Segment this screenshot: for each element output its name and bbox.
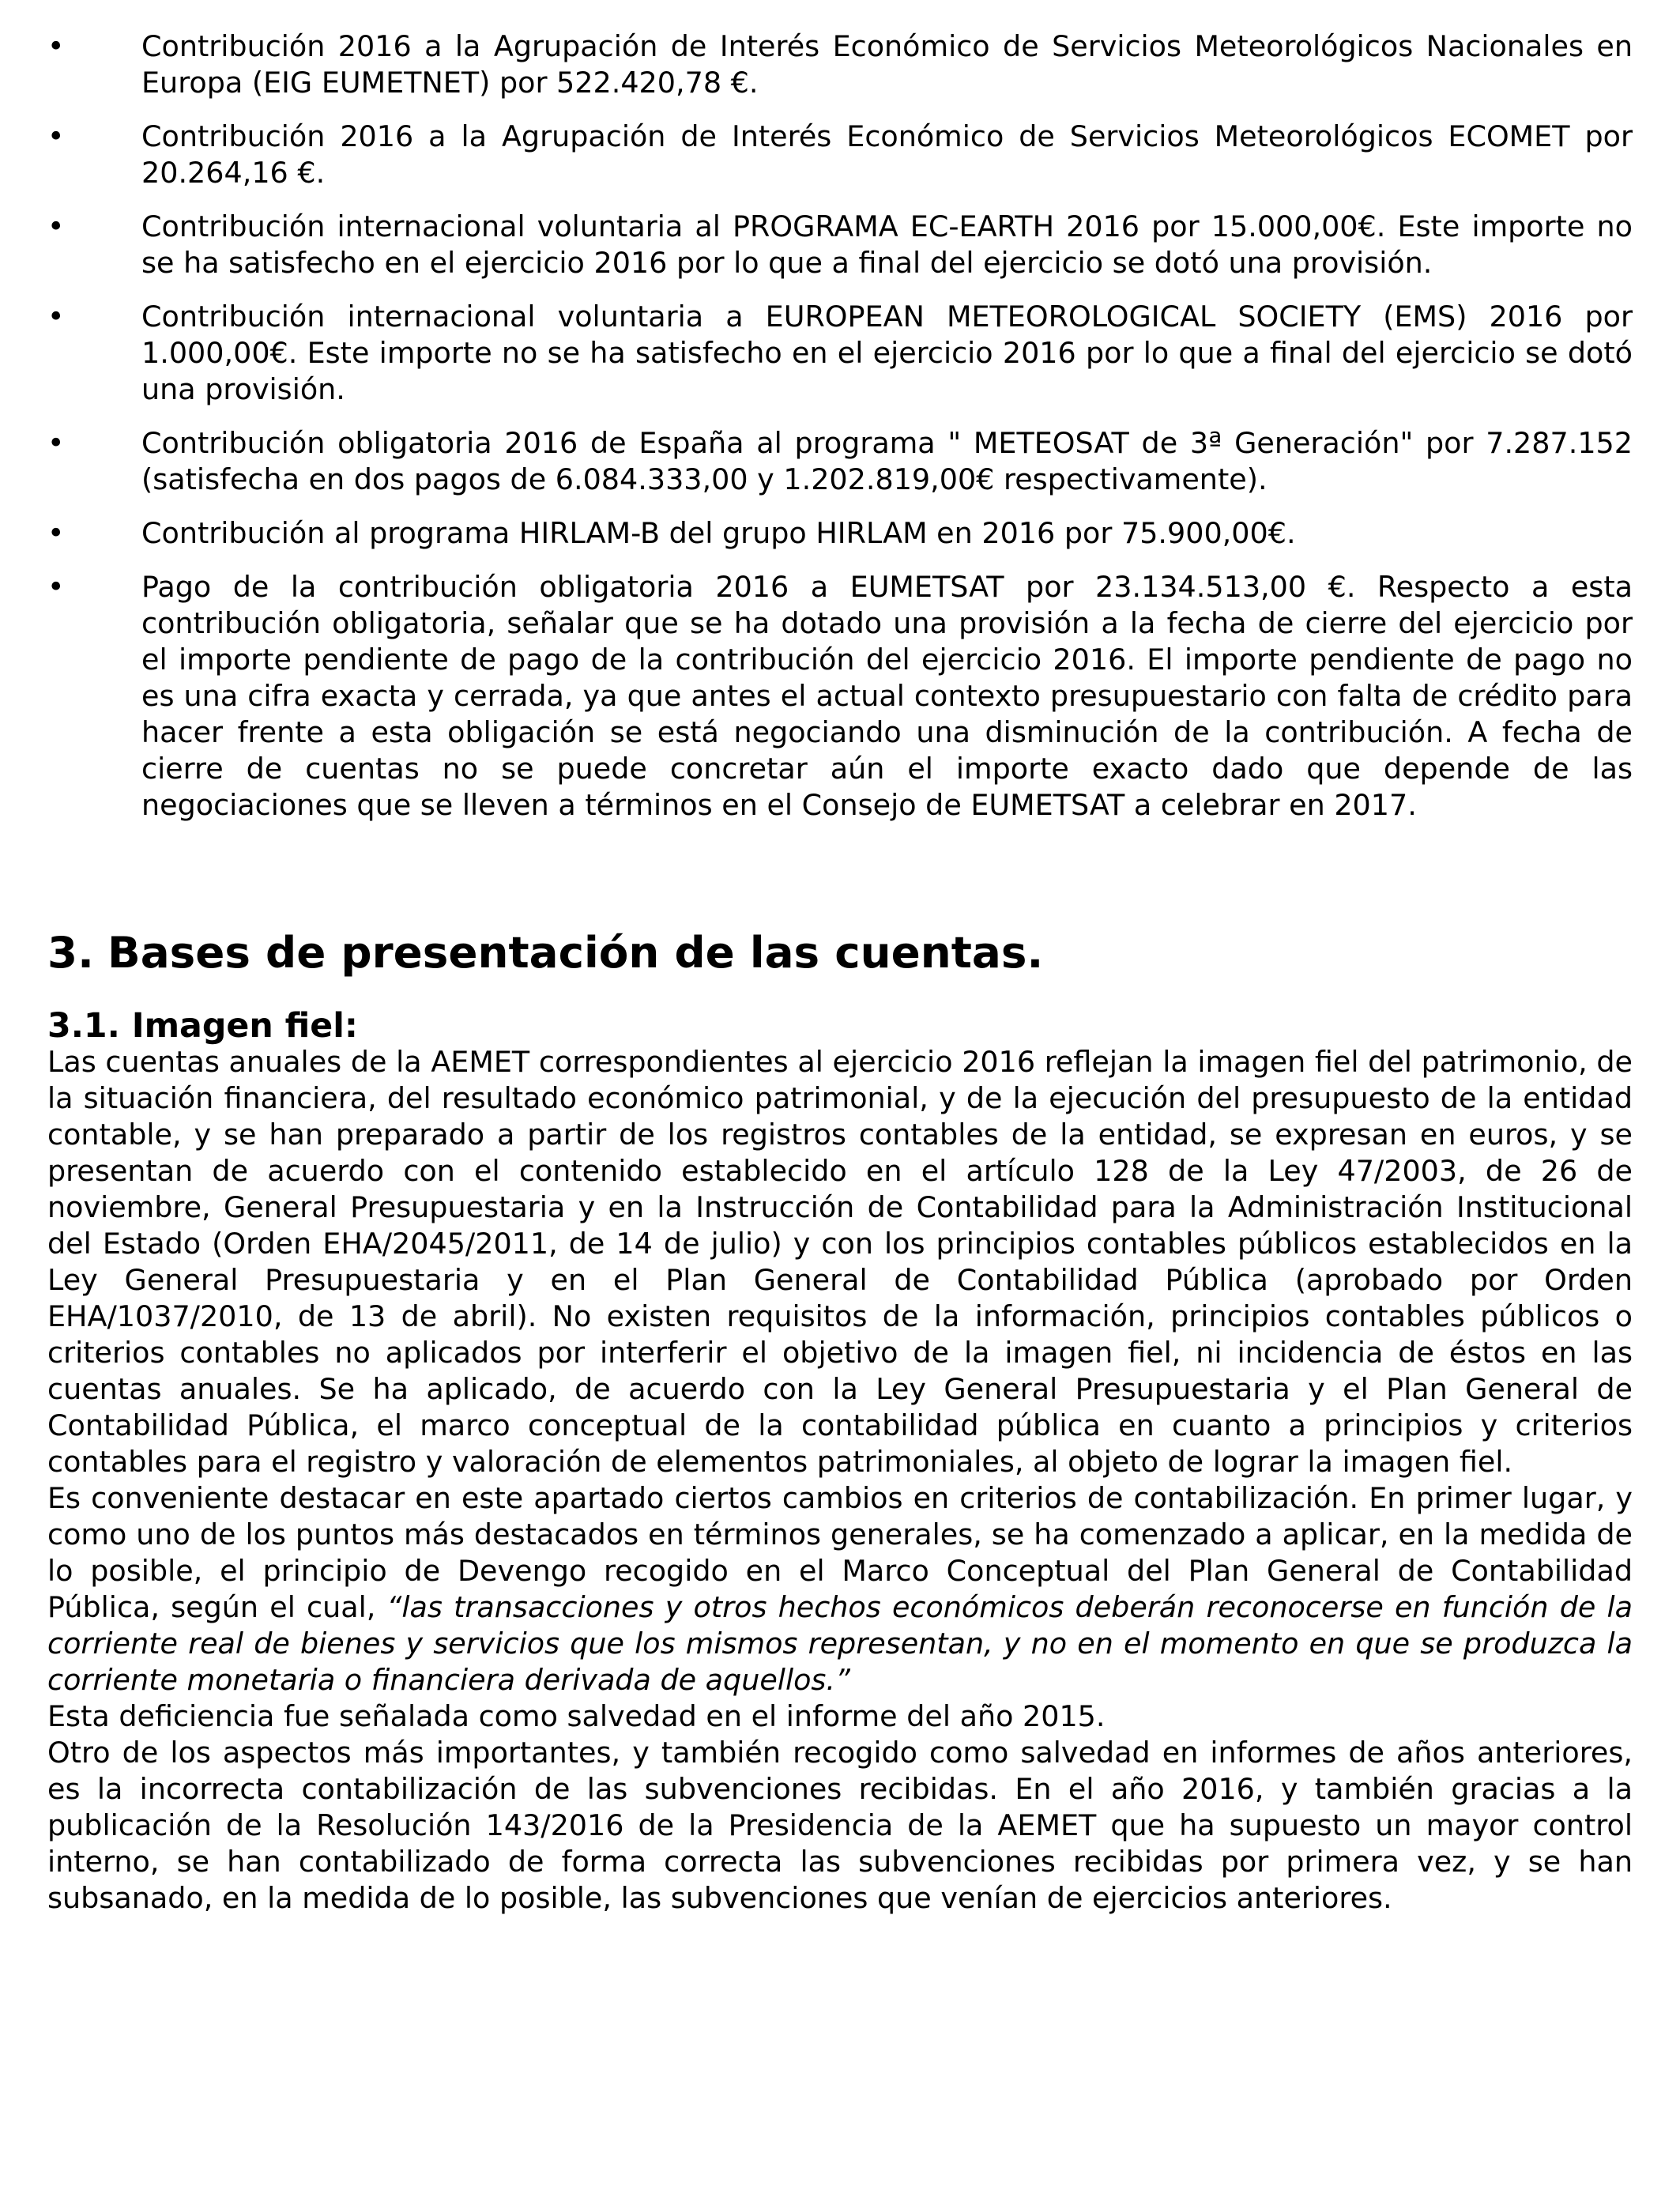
list-item [47, 28, 1633, 101]
devengo-quote: “las transacciones y otros hechos económicos deberán reconocerse en función de la corriente real de bienes y servicios que los mismos representan, y no en el momento en que se produzca la corriente monetaria o financiera derivada de aquellos.” [47, 1590, 1633, 1697]
paragraph-subvenciones: Otro de los aspectos más importantes, y también recogido como salvedad en informes de años anteriores, es la incorrecta contabilización de las subvenciones recibidas. En el año 2016, y también gracias a la publicación de la Resolución 143/2016 de la Presidencia de la AEMET que ha supuesto un mayor control interno, se han contabilizado de forma correcta las subvenciones recibidas por primera vez, y se han subsanado, en la medida de lo posible, las subvenciones que venían de ejercicios anteriores. [47, 1736, 1633, 1915]
bullet-icon: • [47, 426, 65, 460]
list-item-text: Contribución obligatoria 2016 de España al programa " METEOSAT de 3ª Generación" por 7.287.152 (satisfecha en dos pagos de 6.084.333,00 y 1.202.819,00€ respectivamente). [141, 426, 1633, 496]
list-item-text: Pago de la contribución obligatoria 2016 a EUMETSAT por 23.134.513,00 €. Respecto a esta contribución obligatoria, señalar que se ha dotado una provisión a la fecha de cierre del ejercicio por el importe pendiente de pago de la contribución del ejercicio 2016. El importe pendiente de pago no es una cifra exacta y cerrada, ya que antes el actual contexto presupuestario con falta de crédito para hacer frente a esta obligación se está negociando una disminución de la contribución. A fecha de cierre de cuentas no se puede concretar aún el importe exacto dado que depende de las negociaciones que se lleven a términos en el Consejo de EUMETSAT a celebrar en 2017. [141, 570, 1633, 822]
list-item [47, 569, 1633, 824]
section-3-title: Bases de presentación de las cuentas. [107, 927, 1044, 978]
paragraph-salvedad: Esta deficiencia fue señalada como salvedad en el informe del año 2015. [47, 1699, 1106, 1733]
section-3-1-heading: 3.1. Imagen fiel: [47, 1006, 358, 1046]
document-page [47, 28, 1633, 1917]
bullet-icon: • [47, 29, 65, 63]
list-item [47, 425, 1633, 498]
list-item [47, 209, 1633, 281]
bullet-icon: • [47, 300, 65, 334]
paragraph-criterios-lead: Es conveniente destacar en este apartado ciertos cambios en criterios de contabilización. En primer lugar, y como uno de los puntos más destacados en términos generales, se ha comenzado a aplicar, en la medida de lo posible, el principio de Devengo recogido en el Marco Conceptual del Plan General de Contabilidad Pública, según el cual, [47, 1481, 1633, 1624]
bullet-icon: • [47, 209, 65, 243]
bullet-icon: • [47, 570, 65, 604]
list-item-text: Contribución al programa HIRLAM-B del grupo HIRLAM en 2016 por 75.900,00€. [141, 516, 1296, 550]
list-item-text: Contribución 2016 a la Agrupación de Interés Económico de Servicios Meteorológicos ECOMET por 20.264,16 €. [141, 119, 1633, 190]
list-item [47, 515, 1633, 552]
list-item-text: Contribución internacional voluntaria al PROGRAMA EC-EARTH 2016 por 15.000,00€. Este importe no se ha satisfecho en el ejercicio 2016 por lo que a final del ejercicio se dotó una provisión. [141, 209, 1633, 280]
bullet-icon: • [47, 119, 65, 153]
paragraph-imagen-fiel: Las cuentas anuales de la AEMET correspondientes al ejercicio 2016 reflejan la imagen fiel del patrimonio, de la situación financiera, del resultado económico patrimonial, y de la ejecución del presupuesto de la entidad contable, y se han preparado a partir de los registros contables de la entidad, se expresan en euros, y se presentan de acuerdo con el contenido establecido en el artículo 128 de la Ley 47/2003, de 26 de noviembre, General Presupuestaria y en la Instrucción de Contabilidad para la Administración Institucional del Estado (Orden EHA/2045/2011, de 14 de julio) y con los principios contables públicos establecidos en la Ley General Presupuestaria y en el Plan General de Contabilidad Pública (aprobado por Orden EHA/1037/2010, de 13 de abril). No existen requisitos de la información, principios contables públicos o criterios contables no aplicados por interferir el objetivo de la imagen fiel, ni incidencia de éstos en las cuentas anuales. Se ha aplicado, de acuerdo con la Ley General Presupuestaria y el Plan General de Contabilidad Pública, el marco conceptual de la contabilidad pública en cuanto a principios y criterios contables para el registro y valoración de elementos patrimoniales, al objeto de lograr la imagen fiel. [47, 1045, 1633, 1479]
section-3-number: 3. [47, 927, 94, 978]
section-3-heading [47, 927, 1633, 978]
list-item [47, 299, 1633, 408]
list-item-text: Contribución internacional voluntaria a EUROPEAN METEOROLOGICAL SOCIETY (EMS) 2016 por 1.000,00€. Este importe no se ha satisfecho en el ejercicio 2016 por lo que a final del ejercicio se dotó una provisión. [141, 300, 1633, 406]
paragraph-criterios [47, 1480, 1633, 1698]
list-item-text: Contribución 2016 a la Agrupación de Interés Económico de Servicios Meteorológicos Nacionales en Europa (EIG EUMETNET) por 522.420,78 €. [141, 29, 1633, 100]
list-item [47, 119, 1633, 191]
bullet-icon: • [47, 516, 65, 550]
contributions-list [47, 28, 1633, 824]
